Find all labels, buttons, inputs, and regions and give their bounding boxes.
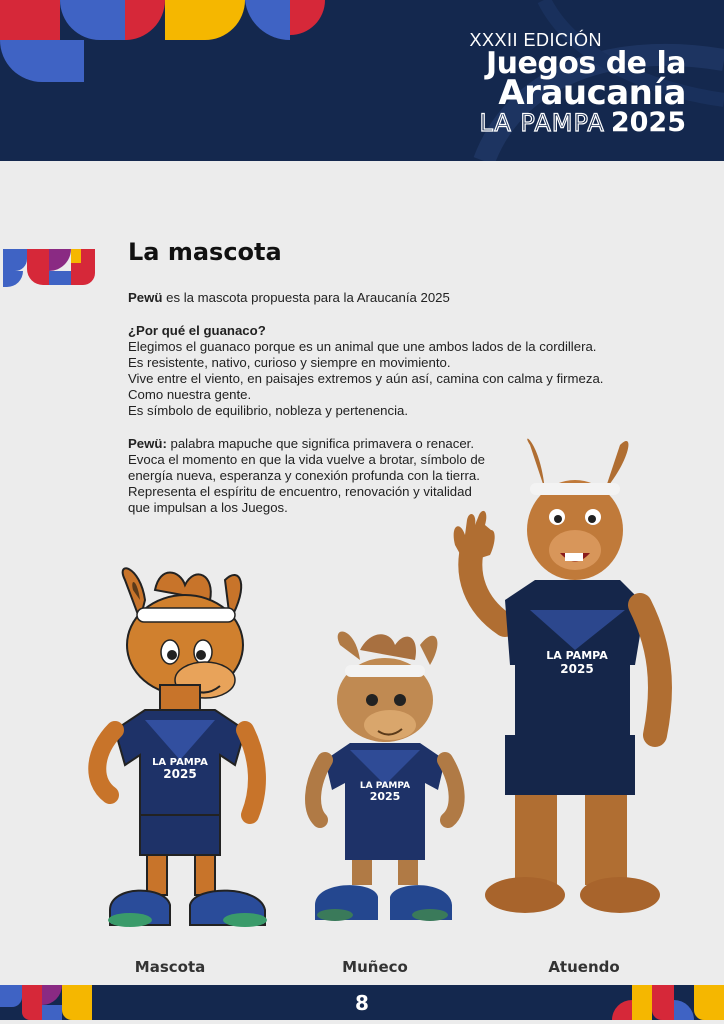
header-geometric-decoration bbox=[0, 0, 330, 85]
meaning-paragraph bbox=[128, 436, 485, 516]
section-title: La mascota bbox=[128, 238, 282, 266]
header-banner bbox=[0, 0, 724, 161]
figure-label-mascota: Mascota bbox=[134, 958, 206, 976]
why-line: Vive entre el viento, en paisajes extremos y aún así, camina con calma y firmeza. bbox=[128, 371, 604, 386]
shirt-text: LA PAMPA bbox=[152, 757, 208, 768]
event-brand bbox=[479, 107, 686, 138]
shirt-year: 2025 bbox=[369, 790, 401, 803]
intro-paragraph bbox=[128, 290, 450, 306]
shirt-year: 2025 bbox=[163, 767, 197, 781]
brand-place: LA PAMPA bbox=[479, 109, 605, 137]
event-title-line1: Juegos de la bbox=[485, 46, 686, 81]
why-line: Es símbolo de equilibrio, nobleza y pertenencia. bbox=[128, 403, 409, 418]
why-line: Como nuestra gente. bbox=[128, 387, 252, 402]
why-line: Es resistente, nativo, curioso y siempre en movimiento. bbox=[128, 355, 451, 370]
meaning-name: Pewü: bbox=[128, 436, 167, 451]
event-title-line2: Araucanía bbox=[498, 73, 686, 113]
mascot-illustration bbox=[85, 560, 275, 945]
meaning-line: energía nueva, esperanza y conexión profunda con la tierra. bbox=[128, 468, 480, 483]
meaning-line: Evoca el momento en que la vida vuelve a brotar, símbolo de bbox=[128, 452, 486, 467]
page-number: 8 bbox=[355, 991, 369, 1015]
shirt-text: LA PAMPA bbox=[546, 649, 608, 662]
why-heading: ¿Por qué el guanaco? bbox=[128, 323, 266, 338]
section-logo-icon bbox=[3, 249, 95, 287]
why-paragraph bbox=[128, 323, 603, 419]
footer-decoration-right bbox=[612, 985, 724, 1020]
shirt-text: LA PAMPA bbox=[359, 781, 411, 791]
costume-photo bbox=[435, 435, 685, 925]
shirt-year: 2025 bbox=[560, 662, 594, 676]
intro-text: es la mascota propuesta para la Araucanía 2025 bbox=[162, 290, 450, 305]
figure-label-atuendo: Atuendo bbox=[548, 958, 620, 976]
edition-label: XXXII EDICIÓN bbox=[469, 30, 602, 50]
footer-bar bbox=[0, 985, 724, 1020]
meaning-line: Representa el espíritu de encuentro, renovación y vitalidad bbox=[128, 484, 472, 499]
why-line: Elegimos el guanaco porque es un animal que une ambos lados de la cordillera. bbox=[128, 339, 597, 354]
intro-name: Pewü bbox=[128, 290, 163, 305]
meaning-line: que impulsan a los Juegos. bbox=[128, 500, 288, 515]
brand-year: 2025 bbox=[610, 107, 686, 138]
figure-label-muneco: Muñeco bbox=[342, 958, 408, 976]
meaning-first-line: palabra mapuche que significa primavera o renacer. bbox=[166, 436, 474, 451]
